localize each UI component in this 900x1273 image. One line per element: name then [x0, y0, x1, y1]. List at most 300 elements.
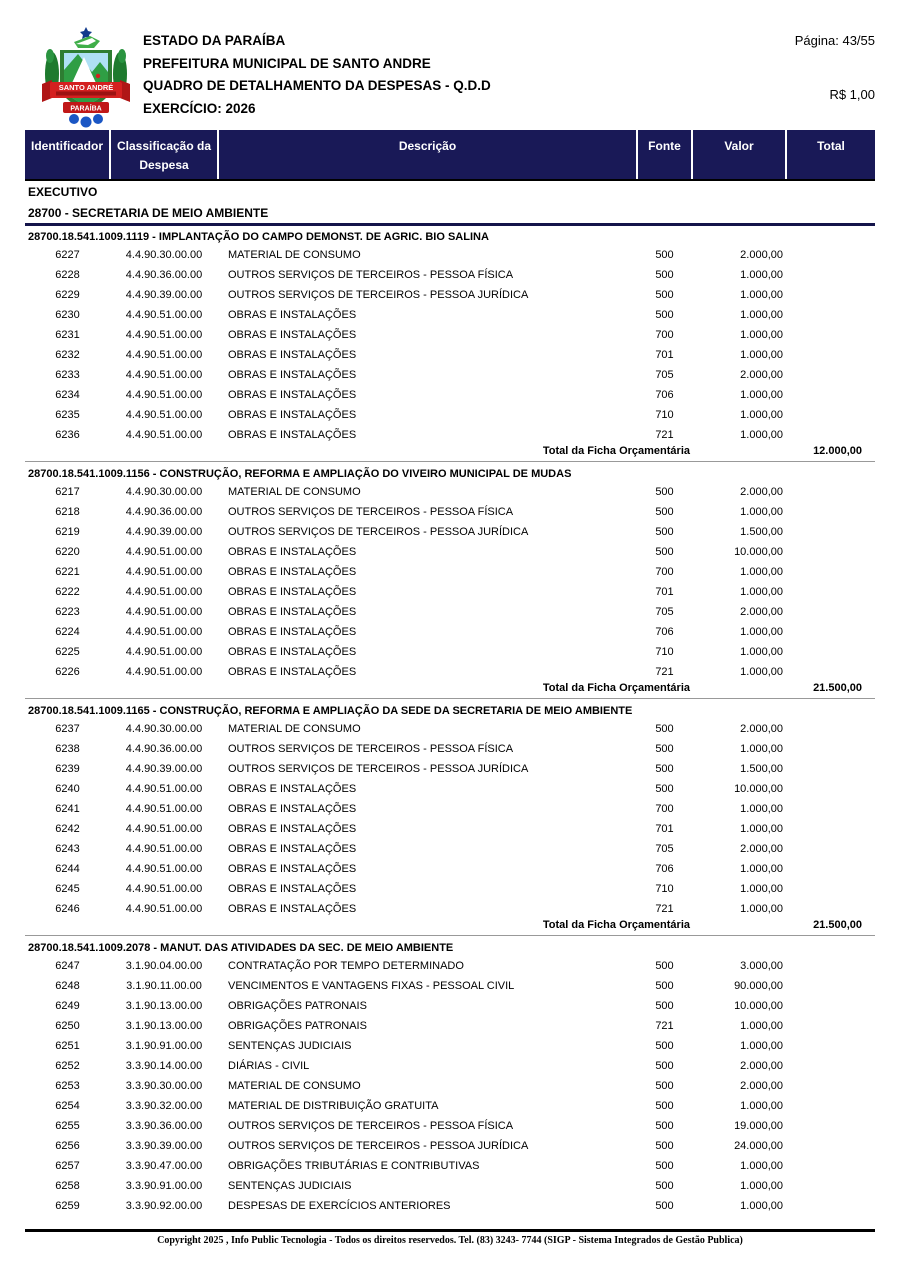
- table-row: [25, 285, 875, 305]
- cell-identificador: 6220: [55, 546, 80, 558]
- section-title-label: 28700.18.541.1009.1156 - CONSTRUÇÃO, REFORMA E AMPLIAÇÃO DO VIVEIRO MUNICIPAL DE MUDAS: [28, 467, 572, 480]
- cell-fonte: 500: [655, 269, 674, 281]
- cell-descricao: OBRAS E INSTALAÇÕES: [228, 783, 357, 795]
- cell-fonte: 500: [655, 783, 674, 795]
- cell-classificacao: 4.4.90.51.00.00: [125, 903, 203, 915]
- cell-total: [786, 662, 875, 682]
- cell-descricao: OBRAS E INSTALAÇÕES: [228, 546, 357, 558]
- cell-fonte: 500: [655, 743, 674, 755]
- page-footer: [25, 1229, 875, 1246]
- table-row: [25, 502, 875, 522]
- cell-descricao: SENTENÇAS JUDICIAIS: [228, 1040, 352, 1052]
- section-total-row: [25, 445, 875, 461]
- cell-descricao: OBRIGAÇÕES TRIBUTÁRIAS E CONTRIBUTIVAS: [228, 1160, 480, 1172]
- cell-fonte: 500: [655, 1080, 674, 1092]
- cell-identificador: 6227: [55, 249, 80, 261]
- cell-fonte: 500: [655, 1200, 674, 1212]
- table-row: [25, 1116, 875, 1136]
- cell-descricao: OUTROS SERVIÇOS DE TERCEIROS - PESSOA JURÍDICA: [228, 1140, 529, 1152]
- cell-fonte: 500: [655, 506, 674, 518]
- cell-fonte: 500: [655, 1160, 674, 1172]
- table-row: [25, 1156, 875, 1176]
- cell-descricao: OBRAS E INSTALAÇÕES: [228, 863, 357, 875]
- cell-descricao: OUTROS SERVIÇOS DE TERCEIROS - PESSOA JURÍDICA: [228, 526, 529, 538]
- cell-fonte: 500: [655, 249, 674, 261]
- total-valor-spacer: [692, 445, 786, 461]
- cell-descricao: OBRAS E INSTALAÇÕES: [228, 566, 357, 578]
- cell-identificador: 6221: [55, 566, 80, 578]
- cell-identificador: 6252: [55, 1060, 80, 1072]
- cell-identificador: 6247: [55, 960, 80, 972]
- cell-valor: 2.000,00: [740, 606, 783, 618]
- cell-total: [786, 759, 875, 779]
- table-row: [25, 542, 875, 562]
- cell-classificacao: 3.1.90.13.00.00: [125, 1000, 203, 1012]
- cell-total: [786, 1196, 875, 1216]
- cell-identificador: 6241: [55, 803, 80, 815]
- section-title-row: [25, 698, 875, 719]
- table-row: [25, 305, 875, 325]
- cell-descricao: DESPESAS DE EXERCÍCIOS ANTERIORES: [228, 1200, 451, 1212]
- cell-valor: 1.500,00: [740, 763, 783, 775]
- cell-classificacao: 4.4.90.51.00.00: [125, 626, 203, 638]
- col-header-fonte: Fonte: [637, 130, 692, 180]
- coat-of-arms-icon: [36, 26, 136, 128]
- cell-valor: 1.000,00: [740, 566, 783, 578]
- table-row: [25, 779, 875, 799]
- table-row: [25, 1096, 875, 1116]
- cell-identificador: 6236: [55, 429, 80, 441]
- cell-valor: 2.000,00: [740, 723, 783, 735]
- cell-identificador: 6240: [55, 783, 80, 795]
- col-header-total: Total: [786, 130, 875, 180]
- cell-descricao: MATERIAL DE CONSUMO: [228, 249, 361, 261]
- table-row: [25, 662, 875, 682]
- cell-classificacao: 3.3.90.32.00.00: [125, 1100, 203, 1112]
- cell-classificacao: 3.3.90.92.00.00: [125, 1200, 203, 1212]
- cell-classificacao: 3.1.90.13.00.00: [125, 1020, 203, 1032]
- cell-classificacao: 3.3.90.36.00.00: [125, 1120, 203, 1132]
- cell-valor: 2.000,00: [740, 1080, 783, 1092]
- cell-valor: 1.000,00: [740, 1160, 783, 1172]
- cell-valor: 2.000,00: [740, 1060, 783, 1072]
- footer-copyright: Copyright 2025 , Info Public Tecnologia - Todos os direitos reservedos. Tel. (83) 3243- 7744 (SIGP - Sistema Integrados de Gestão Publica): [157, 1235, 743, 1246]
- cell-descricao: MATERIAL DE CONSUMO: [228, 723, 361, 735]
- cell-descricao: OUTROS SERVIÇOS DE TERCEIROS - PESSOA FÍSICA: [228, 506, 514, 518]
- cell-fonte: 721: [655, 903, 674, 915]
- section-total-row: [25, 682, 875, 698]
- cell-classificacao: 4.4.90.51.00.00: [125, 409, 203, 421]
- cell-identificador: 6242: [55, 823, 80, 835]
- total-valor-spacer: [692, 682, 786, 698]
- cell-identificador: 6218: [55, 506, 80, 518]
- cell-descricao: OUTROS SERVIÇOS DE TERCEIROS - PESSOA FÍSICA: [228, 1120, 514, 1132]
- cell-fonte: 701: [655, 823, 674, 835]
- table-row: [25, 1196, 875, 1216]
- cell-identificador: 6229: [55, 289, 80, 301]
- cell-classificacao: 4.4.90.51.00.00: [125, 546, 203, 558]
- cell-identificador: 6225: [55, 646, 80, 658]
- table-row: [25, 602, 875, 622]
- cell-total: [786, 245, 875, 265]
- table-row: [25, 1036, 875, 1056]
- cell-descricao: OBRAS E INSTALAÇÕES: [228, 586, 357, 598]
- cell-classificacao: 3.3.90.91.00.00: [125, 1180, 203, 1192]
- cell-fonte: 500: [655, 486, 674, 498]
- cell-identificador: 6253: [55, 1080, 80, 1092]
- cell-valor: 1.000,00: [740, 429, 783, 441]
- cell-identificador: 6228: [55, 269, 80, 281]
- cell-classificacao: 4.4.90.51.00.00: [125, 843, 203, 855]
- cell-valor: 1.000,00: [740, 883, 783, 895]
- cell-descricao: OBRAS E INSTALAÇÕES: [228, 843, 357, 855]
- cell-fonte: 706: [655, 626, 674, 638]
- cell-total: [786, 482, 875, 502]
- cell-fonte: 500: [655, 1000, 674, 1012]
- table-row: [25, 405, 875, 425]
- section-title-row: [25, 461, 875, 482]
- cell-fonte: 700: [655, 329, 674, 341]
- cell-descricao: SENTENÇAS JUDICIAIS: [228, 1180, 352, 1192]
- cell-valor: 1.000,00: [740, 1180, 783, 1192]
- cell-valor: 1.000,00: [740, 389, 783, 401]
- cell-identificador: 6222: [55, 586, 80, 598]
- cell-classificacao: 4.4.90.51.00.00: [125, 666, 203, 678]
- cell-classificacao: 3.3.90.39.00.00: [125, 1140, 203, 1152]
- header-state: ESTADO DA PARAÍBA: [143, 33, 286, 48]
- cell-fonte: 500: [655, 1140, 674, 1152]
- cell-valor: 2.000,00: [740, 843, 783, 855]
- cell-identificador: 6251: [55, 1040, 80, 1052]
- table-row: [25, 642, 875, 662]
- cell-total: [786, 305, 875, 325]
- cell-descricao: OUTROS SERVIÇOS DE TERCEIROS - PESSOA FÍSICA: [228, 269, 514, 281]
- cell-total: [786, 285, 875, 305]
- cell-fonte: 700: [655, 566, 674, 578]
- cell-total: [786, 859, 875, 879]
- table-row: [25, 739, 875, 759]
- cell-classificacao: 4.4.90.39.00.00: [125, 526, 203, 538]
- cell-classificacao: 4.4.90.39.00.00: [125, 763, 203, 775]
- organ-label: 28700 - SECRETARIA DE MEIO AMBIENTE: [25, 203, 875, 224]
- total-label: Total da Ficha Orçamentária: [25, 445, 692, 461]
- cell-total: [786, 899, 875, 919]
- cell-identificador: 6245: [55, 883, 80, 895]
- cell-total: [786, 562, 875, 582]
- cell-classificacao: 4.4.90.51.00.00: [125, 863, 203, 875]
- cell-identificador: 6237: [55, 723, 80, 735]
- cell-identificador: 6249: [55, 1000, 80, 1012]
- cell-total: [786, 799, 875, 819]
- cell-total: [786, 622, 875, 642]
- cell-classificacao: 4.4.90.30.00.00: [125, 723, 203, 735]
- total-valor-spacer: [692, 919, 786, 935]
- cell-classificacao: 4.4.90.51.00.00: [125, 349, 203, 361]
- cell-identificador: 6250: [55, 1020, 80, 1032]
- cell-identificador: 6246: [55, 903, 80, 915]
- cell-identificador: 6255: [55, 1120, 80, 1132]
- cell-descricao: OBRAS E INSTALAÇÕES: [228, 646, 357, 658]
- cell-descricao: OUTROS SERVIÇOS DE TERCEIROS - PESSOA JURÍDICA: [228, 289, 529, 301]
- table-row: [25, 859, 875, 879]
- cell-descricao: OBRAS E INSTALAÇÕES: [228, 329, 357, 341]
- cell-total: [786, 642, 875, 662]
- cell-classificacao: 4.4.90.51.00.00: [125, 309, 203, 321]
- cell-descricao: MATERIAL DE CONSUMO: [228, 1080, 361, 1092]
- cell-valor: 1.000,00: [740, 409, 783, 421]
- cell-valor: 3.000,00: [740, 960, 783, 972]
- cell-fonte: 500: [655, 546, 674, 558]
- cell-descricao: OBRAS E INSTALAÇÕES: [228, 369, 357, 381]
- table-row: [25, 582, 875, 602]
- cell-fonte: 721: [655, 1020, 674, 1032]
- table-row: [25, 425, 875, 445]
- table-row: [25, 522, 875, 542]
- cell-total: [786, 405, 875, 425]
- table-row: [25, 385, 875, 405]
- table-row: [25, 759, 875, 779]
- table-row: [25, 345, 875, 365]
- section-total-row: [25, 919, 875, 935]
- cell-classificacao: 4.4.90.30.00.00: [125, 249, 203, 261]
- cell-valor: 1.000,00: [740, 666, 783, 678]
- section-title-row: [25, 935, 875, 956]
- table-body: [25, 180, 875, 1216]
- cell-identificador: 6254: [55, 1100, 80, 1112]
- cell-identificador: 6243: [55, 843, 80, 855]
- cell-fonte: 701: [655, 349, 674, 361]
- cell-fonte: 721: [655, 429, 674, 441]
- cell-classificacao: 3.3.90.47.00.00: [125, 1160, 203, 1172]
- cell-classificacao: 4.4.90.51.00.00: [125, 389, 203, 401]
- table-row: [25, 899, 875, 919]
- cell-identificador: 6238: [55, 743, 80, 755]
- cell-classificacao: 4.4.90.36.00.00: [125, 506, 203, 518]
- cell-identificador: 6233: [55, 369, 80, 381]
- cell-valor: 2.000,00: [740, 249, 783, 261]
- cell-identificador: 6239: [55, 763, 80, 775]
- cell-descricao: OBRIGAÇÕES PATRONAIS: [228, 1020, 367, 1032]
- organ-row: [25, 203, 875, 224]
- cell-identificador: 6223: [55, 606, 80, 618]
- cell-descricao: OUTROS SERVIÇOS DE TERCEIROS - PESSOA JURÍDICA: [228, 763, 529, 775]
- table-row: [25, 1176, 875, 1196]
- header-doc-title: QUADRO DE DETALHAMENTO DA DESPESAS - Q.D.D: [143, 78, 491, 93]
- cell-total: [786, 879, 875, 899]
- cell-classificacao: 3.1.90.11.00.00: [126, 980, 202, 992]
- cell-identificador: 6230: [55, 309, 80, 321]
- col-header-descricao: Descrição: [218, 130, 637, 180]
- cell-identificador: 6248: [55, 980, 80, 992]
- section-title-label: 28700.18.541.1009.2078 - MANUT. DAS ATIVIDADES DA SEC. DE MEIO AMBIENTE: [28, 941, 454, 954]
- cell-identificador: 6235: [55, 409, 80, 421]
- cell-fonte: 500: [655, 526, 674, 538]
- section-title-label: 28700.18.541.1009.1119 - IMPLANTAÇÃO DO CAMPO DEMONST. DE AGRIC. BIO SALINA: [28, 231, 489, 244]
- cell-classificacao: 4.4.90.51.00.00: [125, 883, 203, 895]
- cell-identificador: 6232: [55, 349, 80, 361]
- table-row: [25, 1016, 875, 1036]
- page-number: Página: 43/55: [794, 33, 875, 48]
- cell-classificacao: 4.4.90.39.00.00: [125, 289, 203, 301]
- cell-valor: 1.000,00: [740, 863, 783, 875]
- cell-fonte: 500: [655, 980, 674, 992]
- cell-valor: 1.000,00: [740, 506, 783, 518]
- cell-descricao: OBRAS E INSTALAÇÕES: [228, 389, 357, 401]
- cell-classificacao: 4.4.90.30.00.00: [125, 486, 203, 498]
- currency-unit: R$ 1,00: [829, 87, 875, 102]
- cell-valor: 1.000,00: [740, 269, 783, 281]
- cell-valor: 1.000,00: [740, 743, 783, 755]
- cell-classificacao: 4.4.90.51.00.00: [125, 566, 203, 578]
- cell-identificador: 6231: [55, 329, 80, 341]
- cell-descricao: OUTROS SERVIÇOS DE TERCEIROS - PESSOA FÍSICA: [228, 743, 514, 755]
- cell-fonte: 710: [655, 883, 674, 895]
- cell-classificacao: 4.4.90.51.00.00: [125, 429, 203, 441]
- table-row: [25, 562, 875, 582]
- cell-identificador: 6219: [55, 526, 80, 538]
- table-row: [25, 719, 875, 739]
- cell-valor: 24.000,00: [734, 1140, 783, 1152]
- expense-table: [25, 130, 875, 1216]
- branch-label: EXECUTIVO: [28, 185, 98, 199]
- cell-total: [786, 325, 875, 345]
- cell-total: [786, 719, 875, 739]
- cell-total: [786, 1116, 875, 1136]
- cell-total: [786, 345, 875, 365]
- section-title-label: 28700.18.541.1009.1165 - CONSTRUÇÃO, REFORMA E AMPLIAÇÃO DA SEDE DA SECRETARIA DE MEIO AMBIENTE: [28, 704, 633, 717]
- cell-total: [786, 265, 875, 285]
- cell-fonte: 706: [655, 863, 674, 875]
- cell-total: [786, 1096, 875, 1116]
- total-label: Total da Ficha Orçamentária: [25, 919, 692, 935]
- table-row: [25, 1076, 875, 1096]
- cell-fonte: 500: [655, 1100, 674, 1112]
- cell-valor: 2.000,00: [740, 369, 783, 381]
- cell-fonte: 500: [655, 309, 674, 321]
- cell-descricao: OBRAS E INSTALAÇÕES: [228, 429, 357, 441]
- cell-valor: 1.000,00: [740, 626, 783, 638]
- table-row: [25, 325, 875, 345]
- table-row: [25, 1056, 875, 1076]
- cell-descricao: OBRAS E INSTALAÇÕES: [228, 349, 357, 361]
- cell-total: [786, 956, 875, 976]
- cell-valor: 1.000,00: [740, 903, 783, 915]
- cell-fonte: 701: [655, 586, 674, 598]
- table-row: [25, 1136, 875, 1156]
- cell-fonte: 500: [655, 1060, 674, 1072]
- cell-classificacao: 4.4.90.36.00.00: [125, 269, 203, 281]
- cell-descricao: OBRIGAÇÕES PATRONAIS: [228, 1000, 367, 1012]
- cell-identificador: 6244: [55, 863, 80, 875]
- cell-descricao: OBRAS E INSTALAÇÕES: [228, 626, 357, 638]
- table-row: [25, 956, 875, 976]
- cell-total: [786, 1136, 875, 1156]
- cell-descricao: OBRAS E INSTALAÇÕES: [228, 309, 357, 321]
- cell-identificador: 6258: [55, 1180, 80, 1192]
- cell-valor: 90.000,00: [734, 980, 783, 992]
- cell-fonte: 500: [655, 1040, 674, 1052]
- cell-fonte: 710: [655, 646, 674, 658]
- cell-valor: 1.000,00: [740, 329, 783, 341]
- cell-identificador: 6217: [55, 486, 80, 498]
- table-row: [25, 245, 875, 265]
- table-row: [25, 879, 875, 899]
- cell-fonte: 500: [655, 1120, 674, 1132]
- cell-total: [786, 779, 875, 799]
- cell-total: [786, 602, 875, 622]
- cell-classificacao: 3.1.90.04.00.00: [125, 960, 203, 972]
- table-row: [25, 622, 875, 642]
- cell-fonte: 500: [655, 763, 674, 775]
- cell-fonte: 705: [655, 606, 674, 618]
- cell-identificador: 6259: [55, 1200, 80, 1212]
- cell-classificacao: 4.4.90.51.00.00: [125, 646, 203, 658]
- cell-descricao: OBRAS E INSTALAÇÕES: [228, 883, 357, 895]
- cell-valor: 10.000,00: [734, 1000, 783, 1012]
- cell-classificacao: 3.3.90.30.00.00: [125, 1080, 203, 1092]
- cell-total: [786, 976, 875, 996]
- cell-classificacao: 4.4.90.51.00.00: [125, 586, 203, 598]
- header-exercise: EXERCÍCIO: 2026: [143, 100, 256, 116]
- cell-valor: 1.000,00: [740, 1200, 783, 1212]
- total-value: 21.500,00: [786, 682, 875, 698]
- logo-banner-bottom-text: PARAÍBA: [70, 105, 102, 113]
- table-row: [25, 799, 875, 819]
- cell-classificacao: 4.4.90.51.00.00: [125, 606, 203, 618]
- cell-valor: 1.000,00: [740, 309, 783, 321]
- cell-valor: 1.000,00: [740, 586, 783, 598]
- cell-identificador: 6234: [55, 389, 80, 401]
- cell-total: [786, 582, 875, 602]
- cell-classificacao: 4.4.90.51.00.00: [125, 783, 203, 795]
- table-row: [25, 839, 875, 859]
- total-value: 12.000,00: [786, 445, 875, 461]
- col-header-valor: Valor: [692, 130, 786, 180]
- cell-descricao: MATERIAL DE DISTRIBUIÇÃO GRATUITA: [228, 1100, 439, 1112]
- expense-table-header: [25, 130, 875, 180]
- cell-identificador: 6226: [55, 666, 80, 678]
- cell-fonte: 710: [655, 409, 674, 421]
- cell-valor: 19.000,00: [734, 1120, 783, 1132]
- cell-valor: 1.000,00: [740, 803, 783, 815]
- cell-total: [786, 839, 875, 859]
- cell-fonte: 721: [655, 666, 674, 678]
- cell-descricao: OBRAS E INSTALAÇÕES: [228, 606, 357, 618]
- cell-valor: 1.000,00: [740, 1040, 783, 1052]
- cell-descricao: OBRAS E INSTALAÇÕES: [228, 803, 357, 815]
- cell-identificador: 6257: [55, 1160, 80, 1172]
- cell-total: [786, 1036, 875, 1056]
- section-title-row: [25, 224, 875, 245]
- cell-valor: 1.500,00: [740, 526, 783, 538]
- cell-fonte: 500: [655, 1180, 674, 1192]
- cell-fonte: 500: [655, 960, 674, 972]
- col-header-identificador: Identificador: [25, 130, 110, 180]
- table-row: [25, 996, 875, 1016]
- cell-total: [786, 739, 875, 759]
- cell-identificador: 6224: [55, 626, 80, 638]
- table-row: [25, 265, 875, 285]
- cell-total: [786, 1176, 875, 1196]
- cell-valor: 10.000,00: [734, 546, 783, 558]
- cell-total: [786, 522, 875, 542]
- cell-descricao: MATERIAL DE CONSUMO: [228, 486, 361, 498]
- cell-descricao: OBRAS E INSTALAÇÕES: [228, 409, 357, 421]
- cell-descricao: DIÁRIAS - CIVIL: [228, 1060, 310, 1072]
- cell-fonte: 500: [655, 723, 674, 735]
- cell-total: [786, 385, 875, 405]
- header-entity: PREFEITURA MUNICIPAL DE SANTO ANDRE: [143, 55, 431, 71]
